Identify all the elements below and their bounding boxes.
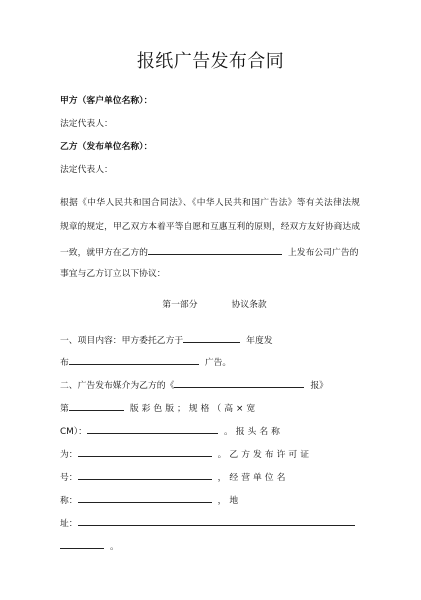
party-b-representative-label: 法定代表人： xyxy=(60,165,113,175)
preamble-line-1: 根据《中华人民共和国合同法》、《中华人民共和国广告法》等有关法律法规 xyxy=(60,198,360,208)
fill-in-blank-operator-name xyxy=(78,492,212,503)
clause-1-line-1-text-before: 一、项目内容：甲方委托乙方于 xyxy=(60,336,184,346)
clause-2-line-4-text-before: 为： xyxy=(60,450,78,460)
clause-2-line-2-text-before: 第 xyxy=(60,404,69,414)
contract-title: 报纸广告发布合同 xyxy=(136,51,285,72)
fill-in-blank-license-number xyxy=(78,469,212,480)
section-part: 第一部分 xyxy=(162,300,198,310)
preamble-line-3-text-before: 一致，就甲方在乙方的 xyxy=(60,248,148,258)
clause-2-line-8-text-after: 。 xyxy=(110,542,119,552)
clause-2-line-8 xyxy=(60,538,119,554)
clause-2-line-2 xyxy=(60,400,258,416)
clause-2-line-4 xyxy=(60,446,312,462)
section-name: 协议条款 xyxy=(231,300,267,310)
preamble-line-3 xyxy=(60,244,358,260)
clause-2-line-1-text-after: 报》 xyxy=(310,381,328,391)
fill-in-blank-newspaper-name xyxy=(174,377,304,388)
clause-2-line-3-text-before: CM）： xyxy=(60,427,87,437)
clause-2-line-3 xyxy=(60,423,283,439)
fill-in-blank-masthead-name xyxy=(78,446,212,457)
preamble-line-4: 事宜与乙方订立以下协议： xyxy=(60,269,166,279)
section-heading xyxy=(0,298,421,312)
clause-1-line-2 xyxy=(60,354,231,370)
clause-2-line-1 xyxy=(60,377,328,393)
clause-2-line-5-text-before: 号： xyxy=(60,473,78,483)
clause-2-line-6 xyxy=(60,492,241,508)
fill-in-blank-publication xyxy=(148,244,282,255)
clause-2-line-6-text-before: 称： xyxy=(60,496,78,506)
preamble-line-2: 规章的规定，甲乙双方本着平等自愿和互惠互利的原则，经双方友好协商达成 xyxy=(60,222,360,232)
party-a-label: 甲方（客户单位名称）： xyxy=(60,96,153,106)
clause-1-line-1 xyxy=(60,332,273,348)
clause-1-line-2-text-before: 布 xyxy=(60,358,69,368)
clause-1-line-2-text-after: 广告。 xyxy=(204,358,232,368)
fill-in-blank-address xyxy=(78,515,355,526)
party-a-representative-label: 法定代表人： xyxy=(60,119,113,129)
fill-in-blank-year xyxy=(183,332,240,343)
fill-in-blank-address-continued xyxy=(60,538,104,549)
clause-2-line-6-text-after: ，地 xyxy=(217,496,242,506)
clause-2-line-5 xyxy=(60,469,288,485)
preamble-line-3-text-after: 上发布公司广告的 xyxy=(287,248,359,258)
clause-2-line-2-text-after: 版彩色版；规格（高×宽 xyxy=(129,404,259,414)
clause-2-line-7-text-before: 址： xyxy=(60,519,78,529)
clause-2-line-5-text-after: ，经营单位名 xyxy=(217,473,289,483)
clause-2-line-3-text-after: 。报头名称 xyxy=(223,427,283,437)
fill-in-blank-page-number xyxy=(69,400,124,411)
clause-2-line-4-text-after: 。乙方发布许可证 xyxy=(217,450,312,460)
fill-in-blank-size xyxy=(87,423,218,434)
clause-1-line-1-text-after: 年度发 xyxy=(246,336,273,346)
clause-2-line-7 xyxy=(60,515,355,531)
clause-2-line-1-text-before: 二、广告发布媒介为乙方的《 xyxy=(60,381,175,391)
fill-in-blank-ad-content xyxy=(69,354,199,365)
party-b-label: 乙方（发布单位名称）： xyxy=(60,142,153,152)
